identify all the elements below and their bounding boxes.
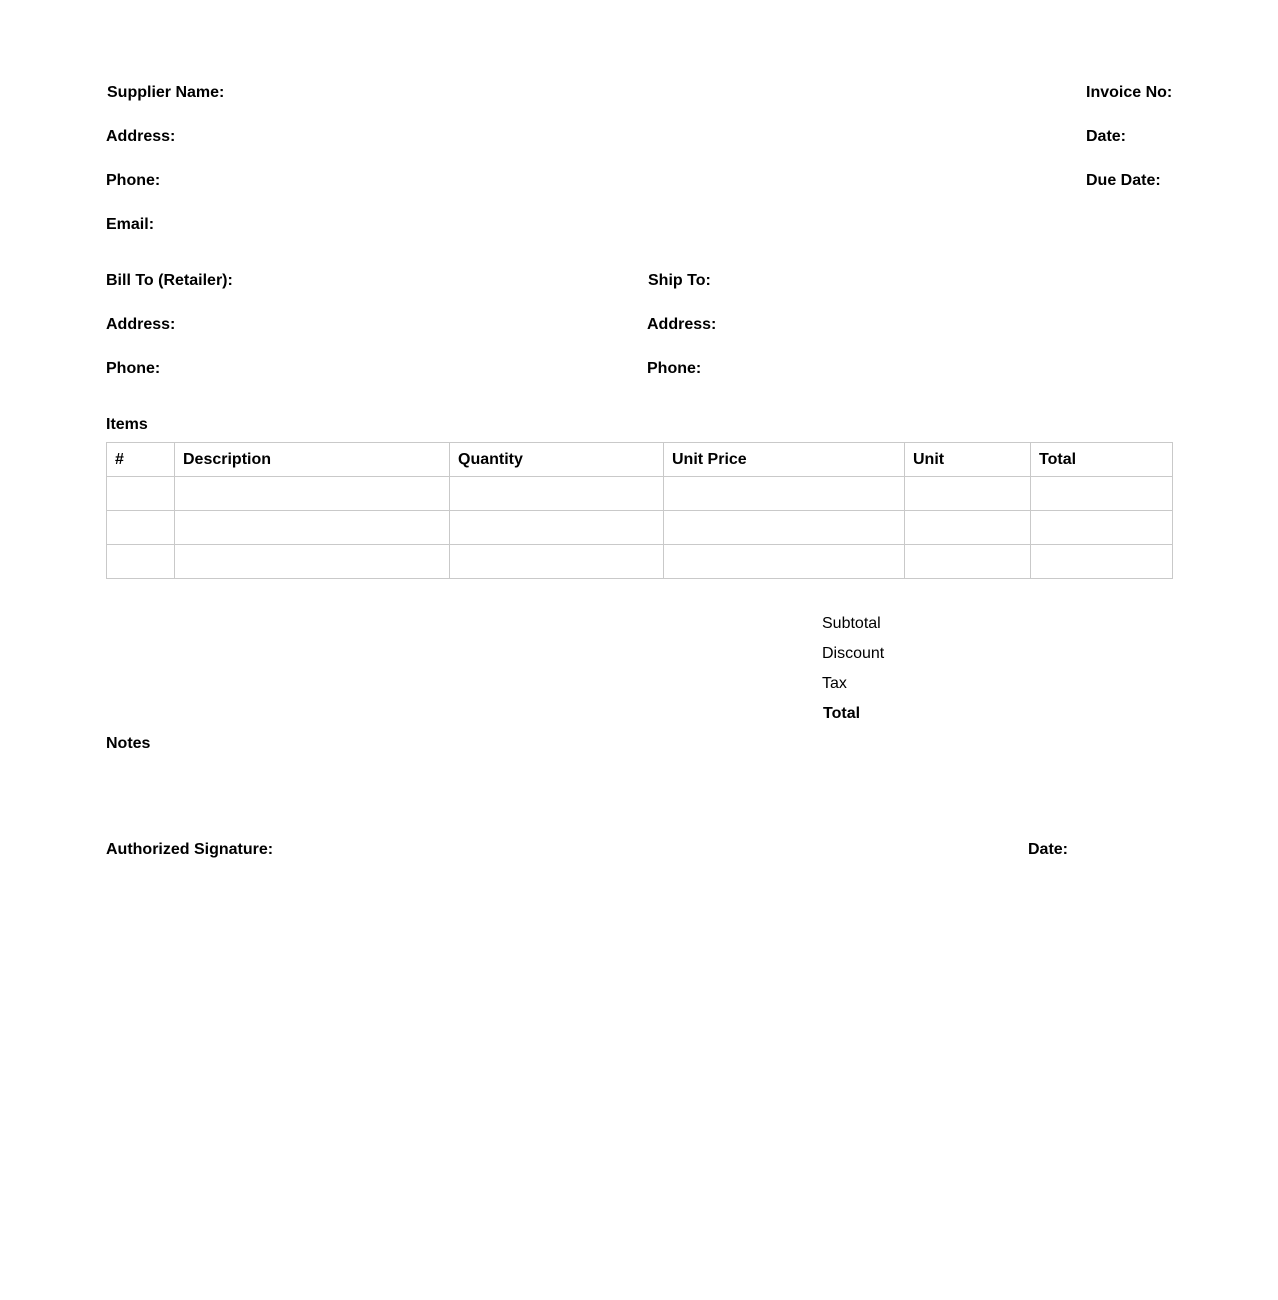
- column-header-total: Total: [1031, 443, 1173, 477]
- table-header-row: [107, 443, 1173, 477]
- invoice-due-date-label: Due Date:: [1086, 172, 1161, 189]
- items-heading: Items: [106, 416, 148, 433]
- table-cell[interactable]: [107, 511, 175, 545]
- table-cell[interactable]: [664, 477, 905, 511]
- signature-date-label: Date:: [1028, 841, 1069, 858]
- supplier-name-label: Supplier Name:: [107, 84, 225, 101]
- table-cell[interactable]: [1031, 477, 1173, 511]
- table-row: [107, 511, 1173, 545]
- supplier-email-label: Email:: [106, 216, 155, 233]
- bill-to-phone-label: Phone:: [106, 360, 161, 377]
- table-cell[interactable]: [107, 477, 175, 511]
- items-table: [106, 442, 1173, 579]
- authorized-signature-label: Authorized Signature:: [106, 841, 274, 858]
- supplier-address-label: Address:: [106, 128, 176, 145]
- ship-to-address-label: Address:: [647, 316, 717, 333]
- ship-to-title: Ship To:: [648, 272, 711, 289]
- table-cell[interactable]: [664, 545, 905, 579]
- tax-label: Tax: [822, 675, 847, 692]
- table-cell[interactable]: [450, 545, 664, 579]
- supplier-phone-label: Phone:: [106, 172, 161, 189]
- bill-to-title: Bill To (Retailer):: [106, 272, 233, 289]
- table-cell[interactable]: [175, 545, 450, 579]
- ship-to-phone-label: Phone:: [647, 360, 702, 377]
- table-cell[interactable]: [1031, 511, 1173, 545]
- table-cell[interactable]: [905, 511, 1031, 545]
- column-header-unit-price: Unit Price: [664, 443, 905, 477]
- table-cell[interactable]: [905, 545, 1031, 579]
- column-header-quantity: Quantity: [450, 443, 664, 477]
- table-row: [107, 477, 1173, 511]
- total-label: Total: [823, 705, 861, 722]
- table-cell[interactable]: [450, 477, 664, 511]
- table-cell[interactable]: [664, 511, 905, 545]
- subtotal-label: Subtotal: [822, 615, 881, 632]
- notes-heading: Notes: [106, 735, 151, 752]
- table-cell[interactable]: [175, 511, 450, 545]
- invoice-number-label: Invoice No:: [1086, 84, 1173, 101]
- discount-label: Discount: [822, 645, 885, 662]
- table-cell[interactable]: [1031, 545, 1173, 579]
- column-header-unit: Unit: [905, 443, 1031, 477]
- table-cell[interactable]: [450, 511, 664, 545]
- column-header-description: Description: [175, 443, 450, 477]
- bill-to-address-label: Address:: [106, 316, 176, 333]
- table-row: [107, 545, 1173, 579]
- table-cell[interactable]: [905, 477, 1031, 511]
- table-cell[interactable]: [107, 545, 175, 579]
- table-cell[interactable]: [175, 477, 450, 511]
- invoice-date-label: Date:: [1086, 128, 1127, 145]
- column-header-number: #: [107, 443, 175, 477]
